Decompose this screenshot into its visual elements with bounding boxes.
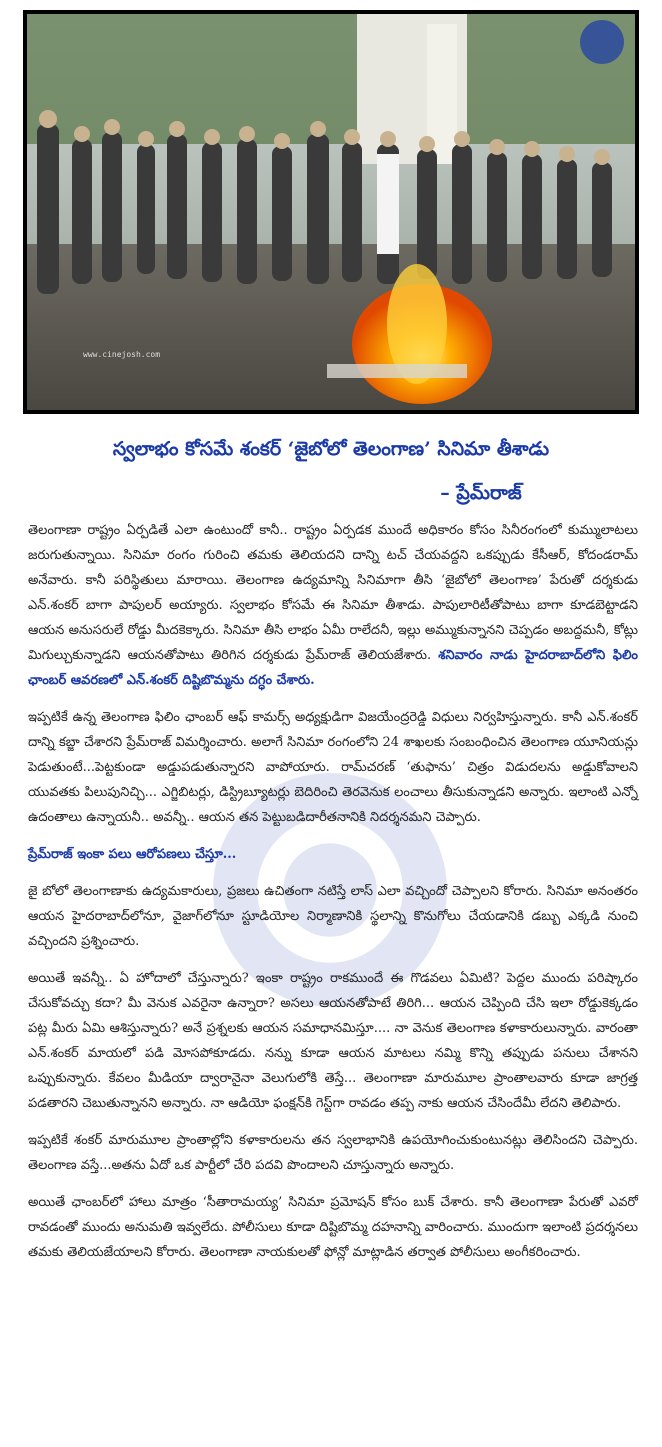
article-paragraph-1 bbox=[28, 518, 638, 693]
headline-byline: – ప్రేమ్‌రాజ్ bbox=[440, 482, 522, 504]
photo-watermark: www.cinejosh.com bbox=[83, 350, 161, 359]
article-photo bbox=[23, 10, 639, 414]
article-paragraph-6: అయితే ఛాంబర్‌లో హాలు మాత్రం ‘సీతారామయ్య’ సినిమా ప్రమోషన్ కోసం బుక్ చేశారు. కానీ తెలంగాణా పేరుతో ఎవరో రావడంతో ముందు అనుమతి ఇవ్వలేదు. పోలీసులు కూడా దిష్టిబొమ్మ దహనాన్ని వారించారు. ముందుగా ఇలాంటి ప్రదర్శనలు తమకు తెలియజేయాలని కోరారు. తెలంగాణా నాయకులతో ఫోన్లో మాట్లాడిన తర్వాత పోలీసులు అంగీకరించారు. bbox=[28, 1195, 638, 1260]
article-subhead: ప్రేమ్‌రాజ్ ఇంకా పలు ఆరోపణలు చేస్తూ... bbox=[28, 847, 237, 862]
article-body bbox=[28, 518, 638, 1277]
article-paragraph-3: జై బోలో తెలంగాణాకు ఉద్యమకారులు, ప్రజలు ఉచితంగా నటిస్తే లాస్ ఎలా వచ్చిందో చెప్పాలని కోరారు. సినిమా అనంతరం ఆయన హైదరాబాద్‌లోనూ, వైజాగ్‌లోనూ స్టూడియోల నిర్మాణానికి స్థలాన్ని కొనుగోలు చేయడానికి డబ్బు ఎక్కడి నుంచి వచ్చిందని ప్రశ్నించారు. bbox=[28, 884, 638, 949]
paragraph-highlight: శనివారం నాడు హైదరాబాద్‌లోని ఫిలిం ఛాంబర్ ఆవరణలో ఎన్.శంకర్ దిష్టిబొమ్మను దగ్ధం చేశారు. bbox=[28, 648, 638, 688]
article-paragraph-4: అయితే ఇవన్నీ.. ఏ హోదాలో చేస్తున్నారు? ఇంకా రాష్ట్రం రాకముందే ఈ గొడవలు ఏమిటి? పెద్దల ముందు పరిష్కారం చేసుకోవచ్చు కదా? మీ వెనుక ఎవరైనా ఉన్నారా? అసలు ఆయనతోపాటే తిరిగి... ఆయన చెప్పింది చేసి ఇలా రోడ్డుకెక్కడం పట్ల మీరు ఏమి ఆశిస్తున్నారు? అనే ప్రశ్నలకు ఆయన సమాధానమిస్తూ.... నా వెనుక తెలంగాణ కళాకారులున్నారు. వారంతా ఎన్.శంకర్ మాయలో పడి మోసపోకూడదు. నన్ను కూడా ఆయన మాటలు నమ్మి కొన్ని తప్పుడు పనులు చేశానని ఒప్పుకున్నారు. కేవలం మీడియా ద్వారానైనా వెలుగులోకి తెస్తే... తెలంగాణా మారుమూల ప్రాంతాలవారు కూడా జాగ్రత్త పడతారని చెబుతున్నానని అన్నారు. నా ఆడియో ఫంక్షన్‌కి గెస్ట్‌గా రావడం తప్ప నాకు ఆయన చేసిందేమీ లేదని తెలిపారు. bbox=[28, 971, 638, 1111]
article-paragraph-5: ఇప్పటికే శంకర్ మారుమూల ప్రాంతాల్లోని కళాకారులను తన స్వలాభానికి ఉపయోగించుకుంటునట్లు తెలిసిందని చెప్పారు. తెలంగాణ వస్తే...అతను ఏదో ఒక పార్టీలో చేరి పదవి పొందాలని చూస్తున్నారు అన్నారు. bbox=[28, 1133, 638, 1173]
article-paragraph-2: ఇప్పటికే ఉన్న తెలంగాణ ఫిలిం ఛాంబర్ ఆఫ్ కామర్స్ అధ్యక్షుడిగా విజయేంద్రరెడ్డి విధులు నిర్వహిస్తున్నారు. కానీ ఎన్.శంకర్ దాన్ని కబ్జా చేశారని ప్రేమ్‌రాజ్ విమర్శించారు. అలాగే సినిమా రంగంలోని 24 శాఖలకు సంబంధించిన తెలంగాణ యూనియన్లు పెడుతుంటే...పెట్టకుండా అడ్డుపడుతున్నారని వాపోయారు. రామ్‌చరణ్ ‘తుఫాను’ చిత్రం విడుదలను అడ్డుకోవాలని యువతకు పిలుపునిచ్చి... ఎగ్జిబిటర్లు, డిస్ట్రిబ్యూటర్లు బెదిరించి తెరవెనుక లంచాలు తీసుకున్నాడని అన్నారు. ఇలాంటి ఎన్నో ఉదంతాలు ఉన్నాయనీ.. అవన్నీ.. ఆయన తన పెట్టుబడిదారీతనానికి నిదర్శనమని చెప్పారు. bbox=[28, 710, 638, 825]
headline-title: స్వలాభం కోసమే శంకర్ ‘జైబోలో తెలంగాణ’ సినిమా తీశాడు bbox=[112, 438, 550, 460]
paragraph-text: తెలంగాణా రాష్ట్రం ఏర్పడితే ఎలా ఉంటుందో కానీ.. రాష్ట్రం ఏర్పడక ముందే అధికారం కోసం సినీరంగంలో కుమ్ములాటలు జరుగుతున్నాయి. సినిమా రంగం గురించి తమకు తెలియదని దాన్ని టచ్ చేయవద్దని ఒకప్పుడు కేసీఆర్, కోదండరామ్ అనేవారు. కానీ పరిస్థితులు మారాయి. తెలంగాణ ఉద్యమాన్ని సినిమాగా తీసి ‘జైబోలో తెలంగాణ’ పేరుతో దర్శకుడు ఎన్.శంకర్ బాగా పాపులర్ అయ్యారు. స్వలాభం కోసమే ఈ సినిమా తీశాడు. పాపులారిటీతోపాటు బాగా కూడబెట్టాడని ఆయన అనుసరులే రోడ్డు మీదకెక్కారు. సినిమా తీసి లాభం ఏమీ రాలేదనీ, ఇల్లు అమ్ముకున్నానని చెప్పడం అబద్దమనీ, కోట్లు మిగుల్చుకున్నాడని ఆయనతోపాటు తిరిగిన దర్శకుడు ప్రేమ్‌రాజ్ తెలియజేశారు. bbox=[28, 523, 638, 663]
